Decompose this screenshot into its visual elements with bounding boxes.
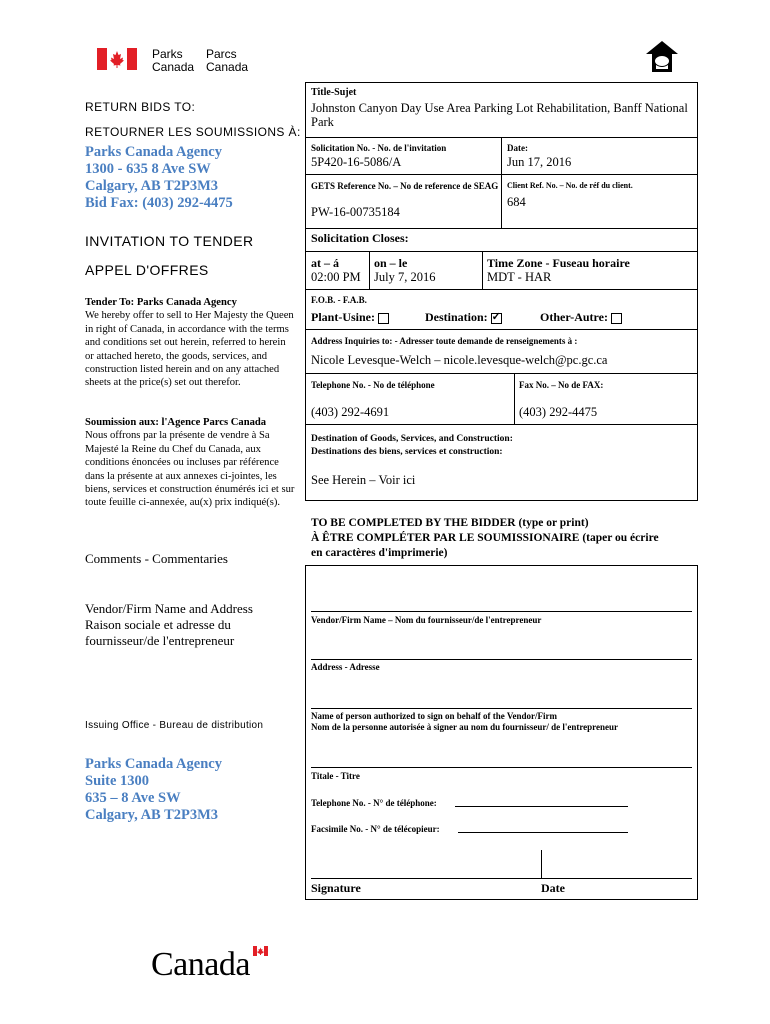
- wordmark-flag-icon: [253, 946, 268, 956]
- divider: [305, 228, 698, 229]
- divider: [514, 373, 515, 424]
- appel-heading: APPEL D'OFFRES: [85, 262, 209, 278]
- signature-line[interactable]: [311, 878, 692, 879]
- timezone-value: MDT - HAR: [487, 270, 552, 284]
- destination-option: Destination:✓: [425, 310, 502, 325]
- divider: [501, 137, 502, 228]
- divider: [541, 850, 542, 878]
- facsimile-line[interactable]: [458, 832, 628, 833]
- plant-option: Plant-Usine:: [311, 310, 389, 325]
- date-value: Jun 17, 2016: [507, 155, 572, 169]
- divider: [305, 174, 698, 175]
- parcs-canada-fr: Parcs Canada: [206, 47, 249, 74]
- client-ref-value: 684: [507, 195, 526, 209]
- phone-value: (403) 292-4691: [311, 405, 390, 419]
- title-line[interactable]: [311, 767, 692, 768]
- authorized-name-line[interactable]: [311, 708, 692, 709]
- canada-wordmark: Canada: [151, 946, 250, 983]
- address-label: Address - Adresse: [311, 662, 380, 672]
- divider: [482, 251, 483, 289]
- destination-checkbox[interactable]: [491, 313, 502, 324]
- solicitation-label: Solicitation No. - No. de l'invitation: [311, 143, 447, 153]
- gets-value: PW-16-00735184: [311, 205, 400, 219]
- parks-canada-beaver-emblem-icon: [644, 40, 680, 74]
- solicitation-value: 5P420-16-5086/A: [311, 155, 402, 169]
- signature-label: Signature: [311, 881, 361, 895]
- phone-label: Telephone No. - No de téléphone: [311, 380, 435, 390]
- divider: [305, 373, 698, 374]
- gets-label: GETS Reference No. – No de reference de SEAG: [311, 181, 499, 191]
- divider: [305, 289, 698, 290]
- at-label: at – á: [311, 256, 339, 270]
- plant-checkbox[interactable]: [378, 313, 389, 324]
- title-label: Title-Sujet: [311, 87, 357, 98]
- destination-goods-value: See Herein – Voir ici: [311, 473, 416, 487]
- titale-label: Titale - Titre: [311, 771, 360, 781]
- soumission-paragraph: Soumission aux: l'Agence Parcs Canada Nous offrons par la présente de vendre à Sa Majesté la Reine du Chef du Canada, aux conditions énoncées ou incluses par référence dans la présente at aux annexes ci-jointes, les biens, services et construction énumérés ici et sur toute feuille ci-annexée, au(x) prix indiqué(s).: [85, 417, 295, 509]
- fax-label: Fax No. – No de FAX:: [519, 380, 604, 390]
- bidder-heading: TO BE COMPLETED BY THE BIDDER (type or print) À ÊTRE COMPLÉTER PAR LE SOUMISSIONAIRE (taper ou écrire en caractères d'imprimerie): [311, 517, 659, 559]
- timezone-label: Time Zone - Fuseau horaire: [487, 256, 630, 270]
- on-label: on – le: [374, 256, 408, 270]
- divider: [305, 424, 698, 425]
- vendor-name-label: Vendor/Firm Name – Nom du fournisseur/de l'entrepreneur: [311, 615, 542, 625]
- divider: [305, 251, 698, 252]
- divider: [305, 329, 698, 330]
- divider: [369, 251, 370, 289]
- return-bids-label-fr: RETOURNER LES SOUMISSIONS À:: [85, 125, 301, 139]
- date-sign-label: Date: [541, 881, 565, 895]
- title-value: Johnston Canyon Day Use Area Parking Lot Rehabilitation, Banff National Park: [311, 101, 688, 129]
- return-bids-label: RETURN BIDS TO:: [85, 100, 196, 114]
- inquiries-value: Nicole Levesque-Welch – nicole.levesque-welch@pc.gc.ca: [311, 353, 608, 367]
- parks-canada-en: Parks Canada: [152, 47, 195, 74]
- return-address: Parks Canada Agency 1300 - 635 8 Ave SW Calgary, AB T2P3M3 Bid Fax: (403) 292-4475: [85, 144, 233, 211]
- telephone-line[interactable]: [455, 806, 628, 807]
- telephone-label: Telephone No. - N° de téléphone:: [311, 798, 437, 808]
- destination-goods-label: Destination of Goods, Services, and Construction: Destinations des biens, services et construction:: [311, 434, 513, 457]
- at-value: 02:00 PM: [311, 270, 361, 284]
- closes-label: Solicitation Closes:: [311, 231, 409, 245]
- authorized-name-label: Name of person authorized to sign on behalf of the Vendor/Firm Nom de la personne autorisée à signer au nom du fournisseur/ de l'entrepreneur: [311, 711, 619, 732]
- facsimile-label: Facsimile No. - N° de télécopieur:: [311, 824, 440, 834]
- comments-label: Comments - Commentaries: [85, 551, 228, 566]
- fob-label: F.O.B. - F.A.B.: [311, 295, 367, 305]
- canada-flag-icon: [97, 48, 137, 70]
- fax-value: (403) 292-4475: [519, 405, 598, 419]
- other-option: Other-Autre:: [540, 310, 622, 325]
- on-value: July 7, 2016: [374, 270, 436, 284]
- client-ref-label: Client Ref. No. – No. de réf du client.: [507, 181, 633, 190]
- issuing-office-label: Issuing Office - Bureau de distribution: [85, 720, 264, 731]
- vendor-address-label: Vendor/Firm Name and Address Raison sociale et adresse du fournisseur/de l'entrepreneur: [85, 601, 253, 648]
- invitation-heading: INVITATION TO TENDER: [85, 233, 254, 249]
- other-checkbox[interactable]: [611, 313, 622, 324]
- date-label: Date:: [507, 143, 528, 153]
- tender-to-paragraph: Tender To: Parks Canada Agency We hereby offer to sell to Her Majesty the Queen in right of Canada, in accordance with the terms and conditions set out herein, referred to herein or attached hereto, the goods, services, and construction listed herein and on any attached sheets at the price(s) set out therefor.: [85, 297, 294, 389]
- inquiries-label: Address Inquiries to: - Adresser toute demande de renseignements à :: [311, 336, 578, 346]
- vendor-name-line[interactable]: [311, 611, 692, 612]
- issuing-address: Parks Canada Agency Suite 1300 635 – 8 Ave SW Calgary, AB T2P3M3: [85, 756, 222, 823]
- address-line[interactable]: [311, 659, 692, 660]
